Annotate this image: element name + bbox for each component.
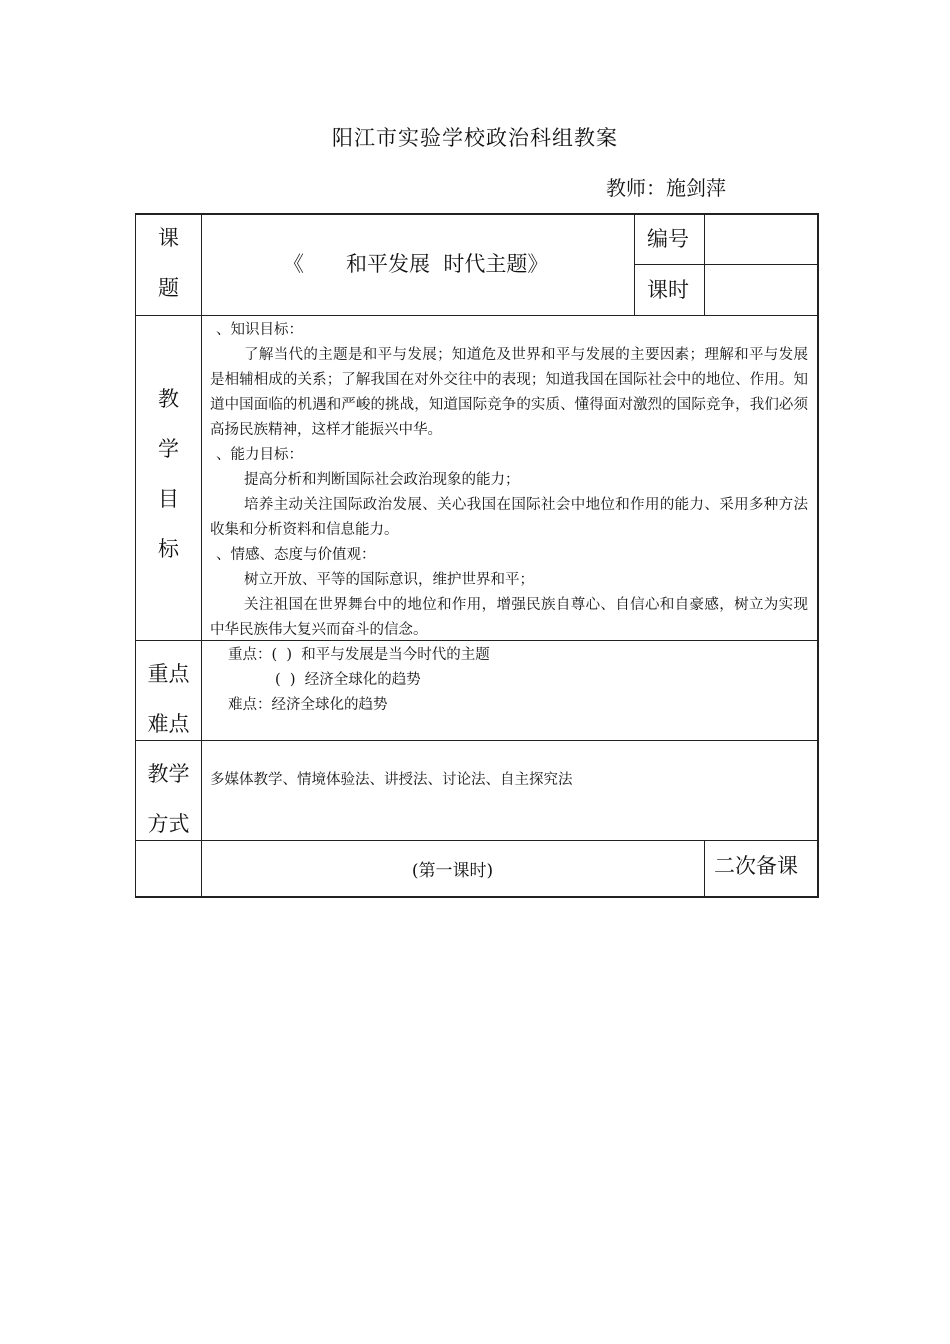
knowledge-heading: 、知识目标： <box>216 322 303 338</box>
methods-text: 多媒体教学、情境体验法、讲授法、讨论法、自主探究法 <box>210 772 573 788</box>
emotion-text-2: 关注祖国在世界舞台中的地位和作用，增强民族自尊心、自信心和自豪感，树立为实现中华民族伟大复兴而奋斗的信念。 <box>210 597 808 638</box>
row-divider-methods <box>135 840 818 841</box>
ability-text-2: 培养主动关注国际政治发展、关心我国在国际社会中地位和作用的能力、采用多种方法收集和分析资料和信息能力。 <box>210 497 808 538</box>
methods-label-1: 教学 <box>147 762 190 786</box>
knowledge-text: 了解当代的主题是和平与发展；知道危及世界和平与发展的主要因素；理解和平与发展是相辅相成的关系；了解我国在对外交往中的表现；知道我国在国际社会中的地位、作用。知道中国面临的机遇和严峻的挑战，知道国际竞争的实质、懂得面对激烈的国际竞争，我们必须高扬民族精神，这样才能振兴中华。 <box>210 347 808 438</box>
topic-label-1: 课 <box>158 226 179 250</box>
emotion-heading: 、情感、态度与价值观： <box>216 547 376 563</box>
objectives-label-1: 教 <box>158 387 179 411</box>
ability-text-1: 提高分析和判断国际社会政治现象的能力； <box>244 472 520 488</box>
keypoint-line-2: ( ) 经济全球化的趋势 <box>275 672 421 688</box>
objectives-label-4: 标 <box>158 537 179 561</box>
col-divider-second-prep <box>704 840 705 898</box>
topic-label <box>136 222 201 302</box>
table-border-right <box>817 213 819 898</box>
methods-label-2: 方式 <box>147 812 190 836</box>
keypoint-line-1: 重点：( ) 和平与发展是当今时代的主题 <box>228 647 490 663</box>
document-title: 阳江市实验学校政治科组教案 <box>332 126 618 150</box>
period-label: 课时 <box>647 278 689 302</box>
row-divider-topic <box>135 315 818 316</box>
objectives-label <box>136 374 201 574</box>
keypoints-label-1: 重点 <box>147 662 190 686</box>
topic-label-2: 题 <box>158 276 179 300</box>
objectives-label-3: 目 <box>158 487 179 511</box>
keypoints-label <box>136 649 201 749</box>
difficulty-line: 难点：经济全球化的趋势 <box>228 697 388 713</box>
col-divider-code-value <box>704 213 705 315</box>
emotion-text-1: 树立开放、平等的国际意识，维护世界和平； <box>244 572 534 588</box>
teacher-label: 教师： <box>606 176 666 200</box>
methods-label <box>136 749 201 849</box>
col-divider-label <box>201 213 202 898</box>
teacher-name: 施剑萍 <box>666 176 726 200</box>
row-divider-code <box>634 264 818 265</box>
ability-heading: 、能力目标： <box>216 447 303 463</box>
second-prep-label: 二次备课 <box>714 854 798 878</box>
keypoints-label-2: 难点 <box>147 712 190 736</box>
row-divider-keypoints <box>135 740 818 741</box>
table-border-bottom <box>135 896 818 898</box>
session-label: (第一课时) <box>411 861 494 881</box>
table-border-top <box>135 213 818 215</box>
teacher-line <box>606 172 726 201</box>
objectives-label-2: 学 <box>158 437 179 461</box>
col-divider-code <box>634 213 635 315</box>
lesson-topic-title: 《 和平发展 时代主题》 <box>283 252 549 276</box>
code-label: 编号 <box>647 227 689 251</box>
